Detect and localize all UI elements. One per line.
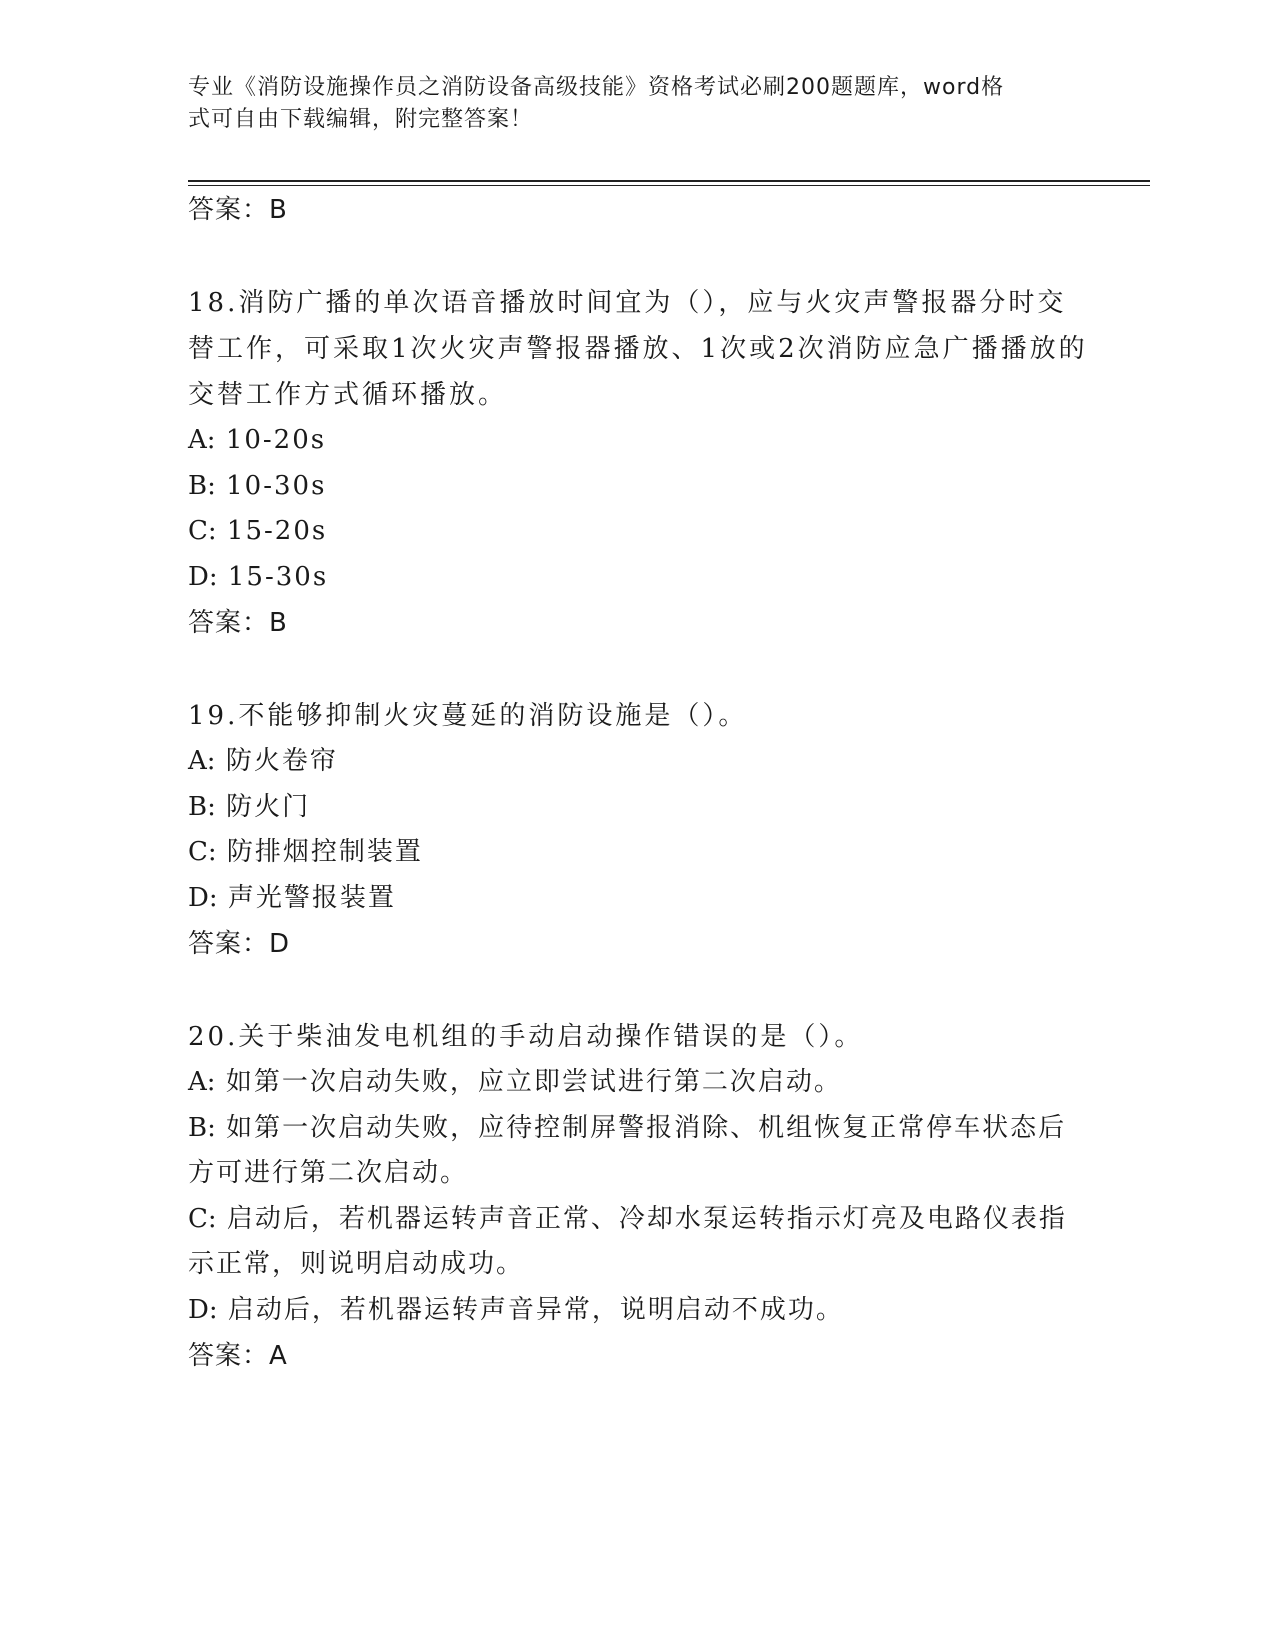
option-text: 启动后，若机器运转声音正常、冷却水泵运转指示灯亮及电路仪表指示正常，则说明启动成功。 xyxy=(188,1203,1067,1279)
option-c xyxy=(188,1197,1088,1288)
option-label: D: xyxy=(188,882,218,913)
answer-line: 答案：A xyxy=(188,1341,288,1371)
option-b xyxy=(188,464,1088,510)
option-text: 启动后，若机器运转声音异常，说明启动不成功。 xyxy=(227,1294,844,1325)
option-text: 如第一次启动失败，应立即尝试进行第二次启动。 xyxy=(225,1067,842,1097)
question-text: 20.关于柴油发电机组的手动启动操作错误的是（）。 xyxy=(188,1022,864,1052)
option-label: A: xyxy=(188,1067,216,1097)
answer-line: 答案：B xyxy=(188,195,288,225)
option-label: C: xyxy=(188,837,217,867)
option-c xyxy=(188,830,1088,876)
question-text: 18.消防广播的单次语音播放时间宜为（），应与火灾声警报器分时交替工作，可采取1次火灾声警报器播放、1次或2次消防应急广播播放的交替工作方式循环播放。 xyxy=(188,288,1088,410)
option-b xyxy=(188,1106,1088,1197)
option-text: 防火卷帘 xyxy=(225,746,338,776)
option-text: 防排烟控制装置 xyxy=(226,837,423,867)
option-label: B: xyxy=(188,1112,216,1143)
option-label: B: xyxy=(188,791,216,822)
header-line-2: 式可自由下载编辑，附完整答案！ xyxy=(188,107,534,132)
option-label: C: xyxy=(188,1203,217,1234)
question-list xyxy=(188,190,1088,1376)
option-text: 10-30s xyxy=(226,470,327,501)
option-d xyxy=(188,555,1088,601)
option-c xyxy=(188,509,1088,555)
option-text: 如第一次启动失败，应待控制屏警报消除、机组恢复正常停车状态后方可进行第二次启动。 xyxy=(188,1112,1067,1188)
question-20 xyxy=(188,1014,1088,1376)
option-label: D: xyxy=(188,1294,218,1325)
option-a xyxy=(188,418,1088,464)
option-label: C: xyxy=(188,516,217,546)
answer-line: 答案：D xyxy=(188,929,291,959)
header-divider xyxy=(188,180,1150,182)
option-label: A: xyxy=(188,746,216,776)
option-label: A: xyxy=(188,425,216,455)
question-19 xyxy=(188,693,1088,964)
option-d xyxy=(188,1288,1088,1334)
option-text: 声光警报装置 xyxy=(227,882,396,913)
option-a xyxy=(188,739,1088,785)
option-text: 10-20s xyxy=(225,425,327,455)
option-label: B: xyxy=(188,470,216,501)
option-b xyxy=(188,785,1088,831)
option-d xyxy=(188,876,1088,922)
page-header xyxy=(188,72,1088,136)
option-text: 15-20s xyxy=(226,516,328,546)
option-label: D: xyxy=(188,561,218,592)
header-line-1: 专业《消防设施操作员之消防设备高级技能》资格考试必刷200题题库，word格 xyxy=(188,75,1005,100)
option-a xyxy=(188,1060,1088,1106)
answer-line: 答案：B xyxy=(188,608,288,638)
header-divider-thin xyxy=(188,185,1150,186)
question-18 xyxy=(188,280,1088,643)
question-text: 19.不能够抑制火灾蔓延的消防设施是（）。 xyxy=(188,701,748,731)
option-text: 15-30s xyxy=(227,561,329,592)
option-text: 防火门 xyxy=(226,791,311,822)
